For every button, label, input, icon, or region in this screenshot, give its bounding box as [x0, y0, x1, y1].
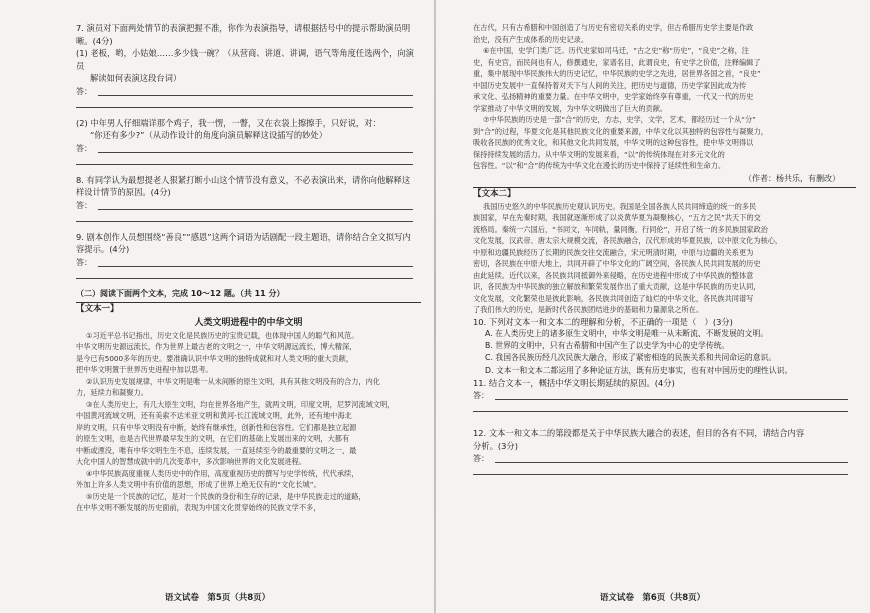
question-8	[76, 174, 421, 225]
answer-line[interactable]	[76, 85, 421, 99]
answer-label: 答：	[76, 143, 92, 153]
answer-line[interactable]	[76, 199, 421, 213]
text-line: 在中华文明不断发展的历史面前，表现为中国文化贯穿始终的民族文学不多，	[76, 503, 321, 512]
text-line: ⑦中华民族的历史是一部“合”的历史，方志，史学，文学，艺术，都经历过一个从“分”	[483, 115, 756, 124]
q7-part1: 解读如何表演这段台词）	[90, 73, 182, 83]
q10-stem: 10. 下列对文本一和文本二的理解和分析，不正确的一项是（ ）(3分)	[473, 316, 733, 327]
answer-line[interactable]	[76, 156, 421, 168]
text1-title: 人类文明进程中的中华文明	[194, 317, 303, 328]
q8-stem-line: 8. 有同学认为最想提老人狠紧打断小山这个情节没有意义，不必表演出来，请你向他解释这	[76, 174, 411, 185]
text-line: 外加上许多人类文明中有价值的思想，形成了世界上绝无仅有的“文化长城”。	[76, 480, 321, 489]
text-line: 史，有史官，而民间也有人，修撰通史，家谱名目，此谓良史，有史学之价值，注释编辑了	[473, 57, 761, 67]
text-line: 中原和边疆民族经历了长期的民族交往交流融合，宋元明清时期，中原与边疆的关系更为	[473, 247, 754, 257]
question-10	[473, 316, 856, 377]
text-line: ②认识历史发展规律，中华文明是唯一从未间断的原生文明，具有其他文明没有的合力，内化	[86, 376, 380, 386]
q12-stem-line: 12. 文本一和文本二的第段都是关于中华民族大融合的表述，但目的各有不同，请结合内容	[473, 428, 805, 439]
text-line: 大化中国人的智慧成就中的几次变革中，多次影响世界的文化发展进程。	[76, 457, 307, 466]
answer-line[interactable]	[76, 142, 421, 156]
answer-label: 答：	[473, 391, 489, 401]
text-line: 识，各民族为中华民族的独立解放和繁荣发展作出了重大贡献，这是中华民族的历史认同，	[473, 282, 761, 291]
option-a[interactable]: A. 在人类历史上的诸多原生文明中，中华文明是唯一从未断流、不断发展的文明。	[485, 329, 769, 338]
q8-stem-line: 样设计情节的原因。(4分)	[76, 187, 171, 197]
q7-stem-line: 7. 演员对下面两处情节的表演把握不准，你作为表演指导，请根据括号中的提示帮助演员明	[76, 23, 411, 33]
text-line: 流格局。秦统一六国后，“书同文，车同轨，量同衡，行同伦”，开启了统一的多民族国家政治	[473, 224, 768, 234]
text-line: 把中华文明置于世界历史进程中加以思考。	[76, 365, 213, 374]
page-6	[435, 0, 870, 613]
text-line: 了我们伟大的历史，是新时代各民族团结进步的基础和力量源泉之所在。	[473, 305, 704, 314]
text-line: ③在人类历史上，有几大原生文明，均在世界各地产生，就两文明，印度文明，尼罗河流域文明，	[86, 399, 395, 409]
text-line: ⑤历史是一个民族的记忆，是对一个民族的身份和生存的记录，是中华民族走过的道路，	[86, 491, 366, 501]
text-line: 我国历史悠久的中华民族历史观认识历史。我国是全国各族人民共同缔造的统一的多民	[483, 201, 757, 211]
text-line: 中断或湮没，唯有中华文明生生不息，连续发展，一直延续至今的最重要的文明之一，最	[76, 445, 357, 455]
text1-continued	[473, 22, 856, 172]
q12-stem-line: 分析。(3分)	[473, 440, 518, 451]
answer-line[interactable]	[76, 213, 421, 225]
text-line: 学家推动了中华文明的发展，为中华文明做出了巨大的贡献。	[473, 103, 668, 113]
answer-line[interactable]	[473, 403, 856, 415]
text-line: 的原生文明，也是古代世界最早发生的文明，在它们的基础上发展出来的文明，大都有	[76, 434, 350, 443]
option-c[interactable]: C. 我国各民族历经几次民族大融合，形成了紧密相连的民族关系和共同命运的意识。	[485, 353, 777, 363]
question-9	[76, 231, 421, 282]
text-line: 岸的文明，只有中华文明没有中断，始终有继承性，创新性和包容性。它们都是独立起源	[76, 422, 357, 432]
text-line: 密切，各民族在中原大地上，共同开辟了中华文化的广阔空间，各民族人民共同发展的历史	[473, 259, 761, 268]
text-line: 吸收各民族的优秀文化，和其他文化共同发展，中华文明的这种包容性，使中华文明得以	[473, 138, 754, 147]
option-d[interactable]: D. 文本一和文本二都运用了多种论证方法，既有历史事实，也有对中国历史的理性认识。	[485, 365, 793, 375]
answer-label: 答：	[76, 200, 92, 210]
author-credit: （作者：杨共乐，有删改）	[744, 173, 840, 183]
q7-part2: (2) 中年男人仔细端详那个鸡子，我一愣，一瞥，又在衣袋上擦擦手，只好说，对：	[76, 117, 381, 128]
text-line: 在古代，只有古希腊和中国创造了与历史有密切关系的史学，但古希腊历史学主要是作政	[473, 23, 754, 32]
text1-header: 【文本一】	[76, 302, 421, 316]
text2-body	[473, 201, 856, 316]
text1-body	[76, 330, 421, 514]
question-7	[76, 22, 421, 168]
answer-label: 答：	[473, 454, 489, 464]
text-line: 重，集中展现中华民族伟大的历史记忆，中华民族的史学之先进，居世界各国之首，“良史”	[473, 69, 761, 78]
q11-stem: 11. 结合文本一，概括中华文明长期延续的原因。(4分)	[473, 377, 675, 388]
text-line: ⑥在中国，史学门类广泛。历代史家如司马迁，“古之史”称“历史”，“良史”之称，注	[483, 46, 749, 55]
text-line: 文化发展，文化繁荣也是彼此影响，各民族共同创造了灿烂的中华文化，各民族共同谱写	[473, 293, 754, 303]
q7-part1: (1) 老板，哟，小姑娘……多少钱一碗？（从营商、讲道、讲调，语气等角度任选两个，向演员	[76, 48, 414, 71]
answer-line[interactable]	[473, 452, 856, 466]
section-heading: （二）阅读下面两个文本，完成 10～12 题。（共 11 分）	[76, 288, 285, 298]
text-line: 由此延续。近代以来，各民族共同抵御外来侵略，在历史进程中形成了中华民族的整体意	[473, 270, 754, 280]
page-footer: 语文试卷 第6页（共8页）	[599, 593, 706, 603]
answer-label: 答：	[76, 257, 92, 267]
q9-stem-line: 容提示。(4分)	[76, 244, 130, 254]
question-12	[473, 427, 856, 478]
text-line: 承文化、弘扬精神的重要力量。在中华文明中，史学家始终享有尊重，一代又一代的历史	[473, 92, 754, 101]
option-b[interactable]: B. 世界的文明中，只有古希腊和中国产生了以史学为中心的史学传统。	[485, 341, 730, 351]
answer-line[interactable]	[473, 389, 856, 403]
question-11	[473, 377, 856, 416]
text-line: 保持持续发展的活力。从中华文明的发展来看，“以”的传统体现在对多元文化的	[473, 149, 725, 159]
text-line: 包容性。“以”和“合”的传统为中华文化在漫长的历史中保持了延续性和生命力。	[473, 161, 726, 170]
answer-line[interactable]	[76, 270, 421, 282]
text-line: 中国黄河流域文明，还有美索不达米亚文明和黄河-长江流域文明，此外，还有地中海北	[76, 411, 352, 420]
answer-line[interactable]	[76, 256, 421, 270]
text-line: ①习近平总书记指出，历史文化是民族历史的宝贵记载，也体现中国人的聪气和风范。	[86, 330, 359, 340]
text-line: 到“合”的过程，华夏文化是其他民族文化的重要来源，中华文化以其独特的包容性与凝聚力，	[473, 126, 768, 136]
text-line: 治史，没有产生成体系的历史记录。	[473, 34, 589, 44]
answer-line[interactable]	[473, 466, 856, 478]
page-footer: 语文试卷 第5页（共8页）	[164, 593, 271, 603]
text2-header: 【文本二】	[473, 187, 856, 201]
q7-stem-line: 晰。(4分)	[76, 35, 113, 46]
q9-stem-line: 9. 剧本创作人员想围绕“善良”“感恩”这两个词语为话剧配一段主题语，请你结合全文拟写内	[76, 231, 411, 242]
text-line: 中华文明历史源远流长，作为世界上最古老的文明之一，中华文明源远流长，博大精深，	[76, 342, 357, 351]
q7-part2: “你还有多少?”（从动作设计的角度向演员解释这设插写的妙处）	[90, 130, 328, 140]
text-line: 是今已有5000多年的历史。要准确认识中华文明的独特成就和对人类文明的重大贡献，	[76, 353, 354, 363]
text-line: 文化发展，汉武帝、唐太宗大规模交流，各民族融合，汉代形成的华夏民族，以中原文化为核心，	[473, 236, 783, 245]
text-line: 力，延续力和凝聚力。	[76, 388, 148, 397]
answer-label: 答：	[76, 86, 92, 96]
text-line: 族国家，早在先秦时期，我国就逐渐形成了以炎黄华夏为凝聚核心，“五方之民”共天下的交	[473, 213, 761, 222]
text-line: ④中华民族高度重视人类历史中的作用，高度重视历史的撰写与史学传统，代代承续，	[86, 468, 359, 478]
answer-line[interactable]	[76, 99, 421, 111]
text-line: 中国历史发展中一直保持着对天下与人间的关注，把历史与道德，历史学家因此成为传	[473, 80, 747, 90]
